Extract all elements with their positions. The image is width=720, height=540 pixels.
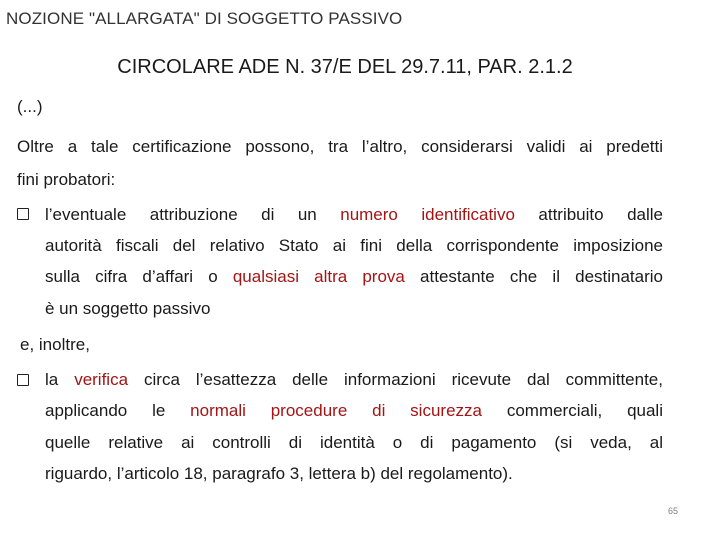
highlight-numero-identificativo: numero identificativo [340,205,515,224]
bullet-1-line-2: autorità fiscali del relativo Stato ai fini della corrispondente imposizione [45,236,663,255]
bullet-1-line-1: l’eventuale attribuzione di un numero identificativo attribuito dalle [45,205,663,224]
bullet-2-line-1: la verifica circa l’esattezza delle informazioni ricevute dal committente, [45,370,663,389]
slide-header: NOZIONE "ALLARGATA" DI SOGGETTO PASSIVO [6,9,403,28]
slide-subtitle: CIRCOLARE ADE N. 37/E DEL 29.7.11, PAR. 2.1.2 [117,56,573,78]
bullet-2-line-3: quelle relative ai controlli di identità o di pagamento (si veda, al [45,433,663,452]
highlight-normali-procedure: normali procedure di sicurezza [190,401,482,420]
page-number: 65 [667,506,678,516]
bullet-2-line-4: riguardo, l’articolo 18, paragrafo 3, lettera b) del regolamento). [45,464,513,483]
connector-text: e, inoltre, [20,335,90,354]
highlight-verifica: verifica [74,370,129,389]
intro-line-1: Oltre a tale certificazione possono, tra l’altro, considerarsi validi ai predetti [17,137,663,156]
bullet-1-line-3: sulla cifra d’affari o qualsiasi altra prova attestante che il destinatario [45,267,663,286]
checkbox-bullet-icon [17,374,29,386]
bullet-2-line-2: applicando le normali procedure di sicurezza commerciali, quali [45,401,663,420]
ellipsis-text: (...) [17,97,43,116]
highlight-qualsiasi-altra-prova: qualsiasi altra prova [232,267,405,286]
bullet-1-line-4: è un soggetto passivo [45,299,211,318]
checkbox-bullet-icon [17,208,29,220]
intro-line-2: fini probatori: [17,170,116,189]
